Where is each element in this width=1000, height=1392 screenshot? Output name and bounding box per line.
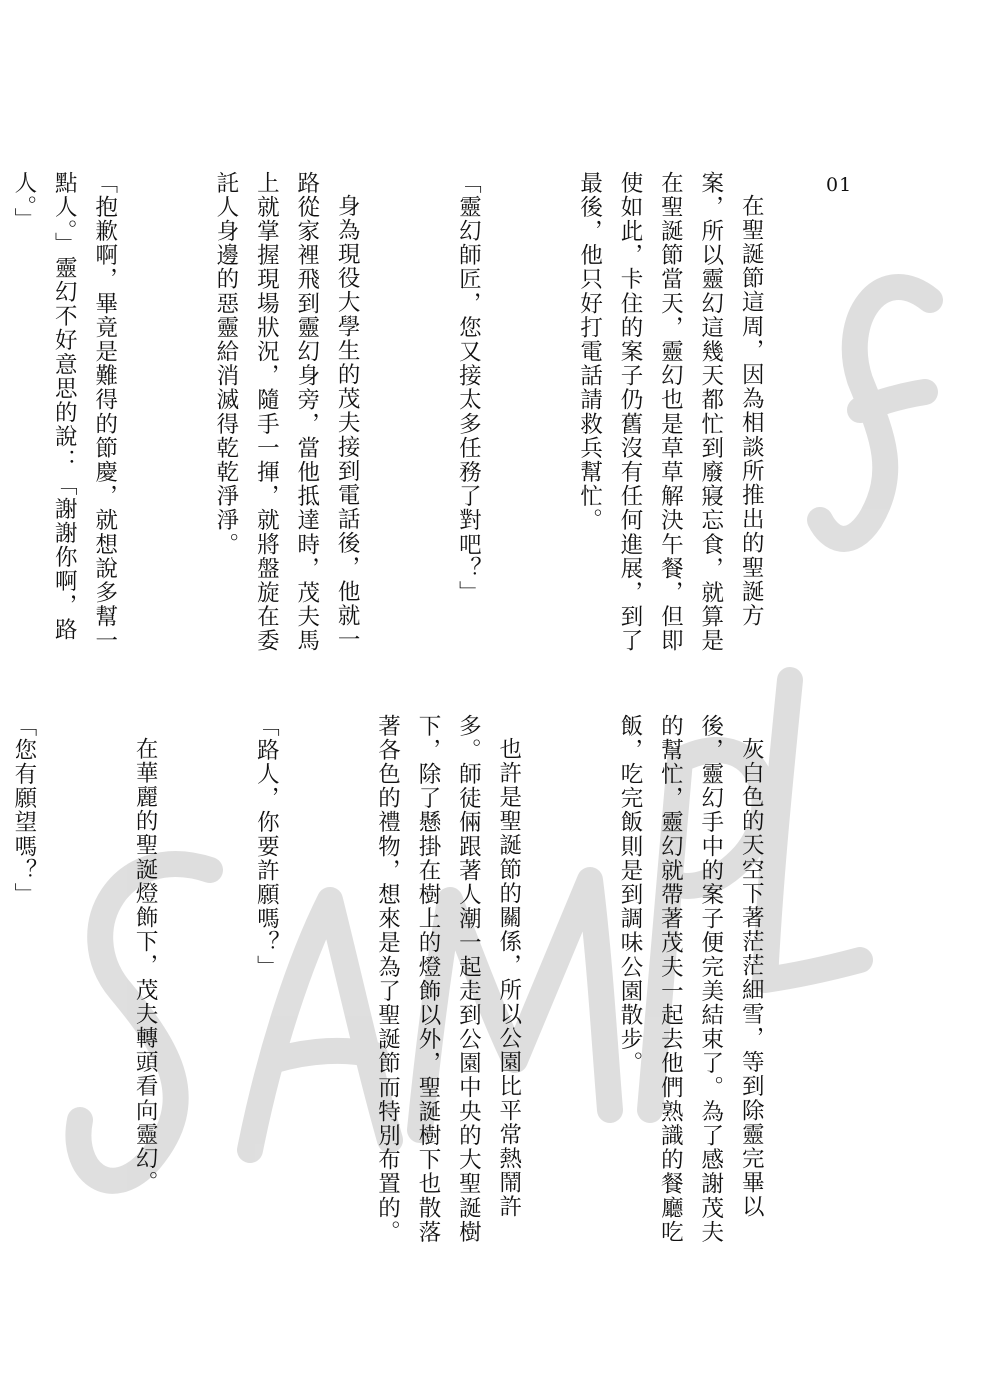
paragraph: 「抱歉啊，畢竟是難得的節慶，就想說多幫一點人。」靈幻不好意思的說：「謝謝你啊，路人。」 — [10, 171, 118, 653]
paragraph: 在聖誕節這周，因為相談所推出的聖誕方案，所以靈幻這幾天都忙到廢寢忘食，就算是在聖誕節當天，靈幻也是草草解決午餐，但即使如此，卡住的案子仍舊沒有任何進展，到了最後，他只好打電話請救兵幫忙。 — [576, 171, 765, 653]
paragraph: 也許是聖誕節的關係，所以公園比平常熱鬧許多。師徒倆跟著人潮一起走到公園中央的大聖誕樹下，除了懸掛在樹上的燈飾以外，聖誕樹下也散落著各色的禮物，想來是為了聖誕節而特別布置的。 — [374, 714, 522, 1245]
paragraph: 在華麗的聖誕燈飾下，茂夫轉頭看向靈幻。 — [132, 736, 159, 1195]
paragraph: 「路人，你要許願嗎？」 — [253, 714, 280, 980]
paragraph: 身為現役大學生的茂夫接到電話後，他就一路從家裡飛到靈幻身旁，當他抵達時，茂夫馬上就掌握現場狀況，隨手一揮，就將盤旋在委託人身邊的惡靈給消滅得乾乾淨淨。 — [212, 171, 361, 653]
lower-text-block — [0, 714, 852, 1254]
paragraph: 「您有願望嗎？」 — [10, 714, 37, 907]
paragraph: 灰白色的天空下著茫茫細雪，等到除靈完畢以後，靈幻手中的案子便完美結束了。為了感謝茂夫的幫忙，靈幻就帶著茂夫一起去他們熟識的餐廳吃飯，吃完飯則是到調味公園散步。 — [616, 714, 765, 1245]
page-number: 01 — [826, 174, 853, 196]
paragraph: 「靈幻師匠，您又接太多任務了對吧？」 — [455, 171, 482, 605]
upper-text-block — [0, 171, 852, 674]
